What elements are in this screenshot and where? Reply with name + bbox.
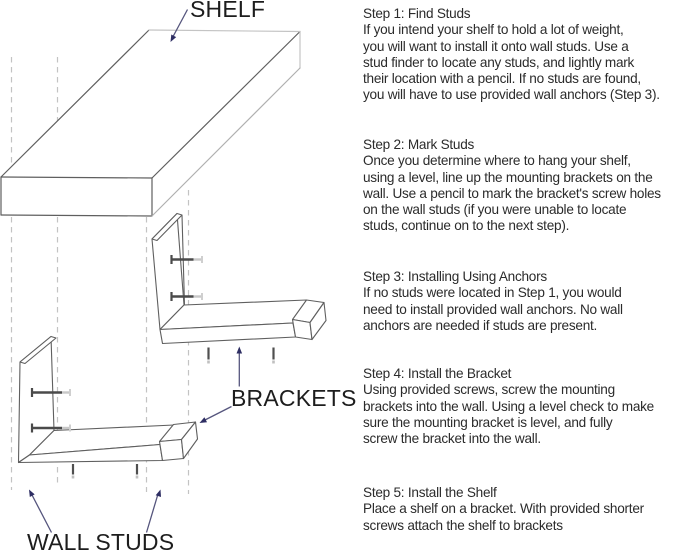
- step-heading: Step 5: Install the Shelf: [363, 485, 497, 500]
- step-line: Using provided screws, screw the mounting: [363, 382, 615, 398]
- step-line: sure the mounting bracket is level, and fully: [363, 414, 613, 430]
- step-3-block: [363, 269, 679, 334]
- step-line: Once you determine where to hang your shelf,: [363, 153, 631, 169]
- brackets-arrow-up: [237, 347, 243, 387]
- step-line: If you intend your shelf to hold a lot of weight,: [363, 22, 624, 38]
- step-line: anchors are needed if studs are present.: [363, 317, 598, 333]
- step-line: wall. Use a pencil to mark the bracket's screw holes: [363, 185, 661, 201]
- wall-studs-arrow-right: [147, 490, 162, 533]
- step-line: Place a shelf on a bracket. With provided shorter: [363, 501, 644, 517]
- step-line: screw the bracket into the wall.: [363, 431, 541, 447]
- step-line: on the wall studs (if you were unable to locate: [363, 202, 627, 218]
- step-line: using a level, line up the mounting brackets on the: [363, 169, 653, 185]
- step-line: need to install provided wall anchors. No wall: [363, 301, 623, 317]
- upper-bracket-drawing: [152, 214, 326, 344]
- wall-studs-label: WALL STUDS: [27, 529, 175, 555]
- step-5-block: [363, 485, 679, 534]
- step-line: you will have to use provided wall anchors (Step 3).: [363, 87, 660, 103]
- step-line: If no studs were located in Step 1, you would: [363, 285, 622, 301]
- shelf-label: SHELF: [190, 0, 266, 22]
- step-heading: Step 4: Install the Bracket: [363, 366, 512, 381]
- brackets-arrow-down-left: [200, 407, 232, 424]
- step-line: studs, continue on to the next step).: [363, 218, 570, 234]
- brackets-label: BRACKETS: [231, 385, 357, 411]
- step-heading: Step 2: Mark Studs: [363, 137, 475, 152]
- step-2-block: [363, 137, 679, 235]
- wall-studs-arrow-left: [29, 490, 52, 533]
- step-heading: Step 3: Installing Using Anchors: [363, 269, 547, 284]
- step-line: screws attach the shelf to brackets: [363, 517, 563, 533]
- step-heading: Step 1: Find Studs: [363, 6, 471, 21]
- step-1-block: [363, 6, 679, 104]
- lower-bracket-drawing: [19, 337, 198, 463]
- step-line: brackets into the wall. Using a level check to make: [363, 398, 654, 414]
- step-line: their location with a pencil. If no studs are found,: [363, 71, 641, 87]
- step-line: you will want to install it onto wall studs. Use a: [363, 38, 629, 54]
- step-line: stud finder to locate any studs, and lightly mark: [363, 54, 635, 70]
- shelf-drawing: [1, 30, 300, 216]
- step-4-block: [363, 366, 679, 447]
